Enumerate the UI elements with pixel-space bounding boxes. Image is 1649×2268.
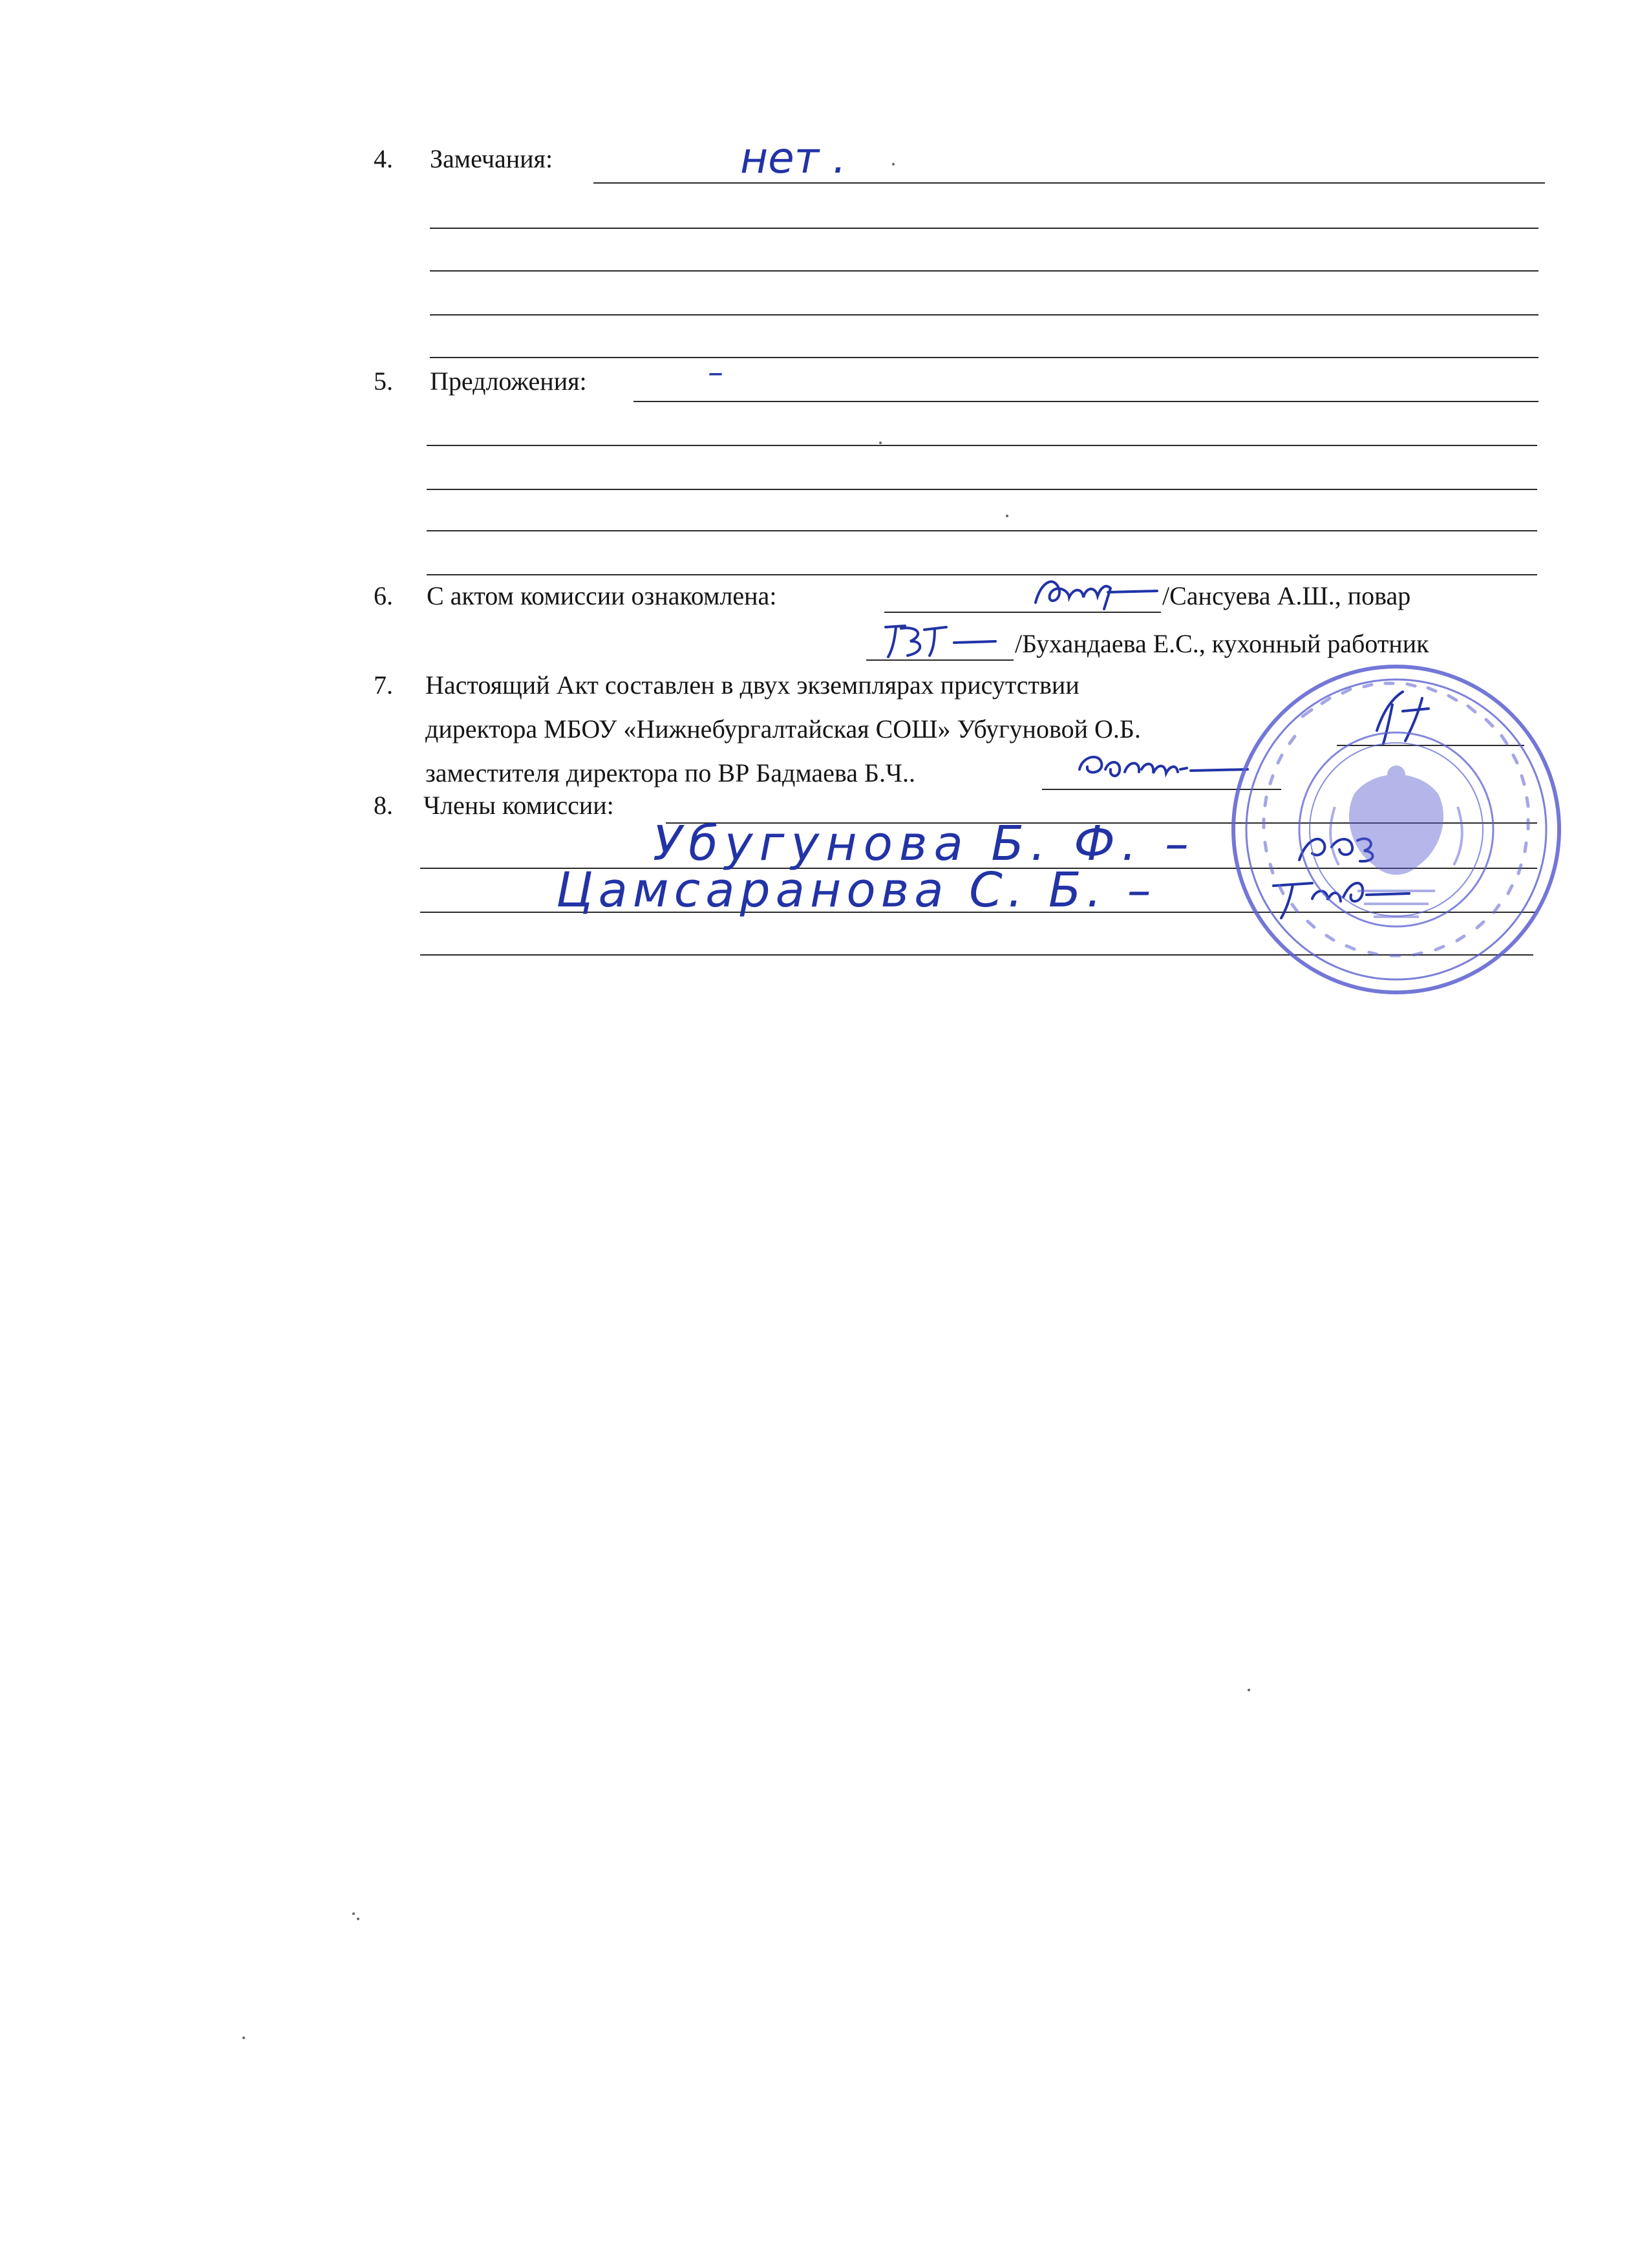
proposals-line: [633, 401, 1538, 402]
section-7-line-1: Настоящий Акт составлен в двух экземплярах присутствии: [425, 670, 1080, 700]
proposals-line: [427, 489, 1537, 490]
scan-speck: [357, 1918, 359, 1920]
section-4-number: 4.: [374, 144, 393, 173]
signature-bukhandaeva: [879, 614, 1021, 666]
scan-speck: [352, 1912, 355, 1915]
section-7-line-3: заместителя директора по ВР Бадмаева Б.Ч..: [425, 758, 916, 787]
signatory-2-name: /Бухандаева Е.С., кухонный работник: [1015, 629, 1429, 658]
remarks-line: [430, 357, 1538, 358]
section-8-number: 8.: [374, 791, 393, 820]
signatory-1-name: /Сансуева А.Ш., повар: [1162, 581, 1411, 610]
proposals-line: [427, 530, 1537, 531]
section-4-label: Замечания:: [430, 144, 553, 173]
remarks-line: [430, 270, 1538, 272]
member-1-handwritten: Убугунова Б. Ф. –: [653, 816, 1195, 872]
scan-speck: [242, 2037, 245, 2039]
remarks-line: [430, 314, 1538, 316]
section-6-number: 6.: [374, 581, 393, 610]
official-stamp: [1225, 658, 1568, 1001]
section-8-label: Члены комиссии:: [423, 791, 614, 820]
proposals-line: [427, 574, 1537, 575]
scan-speck: [1006, 515, 1008, 517]
section-5-number: 5.: [374, 367, 393, 396]
proposals-line: [427, 445, 1537, 446]
section-5-label: Предложения:: [430, 367, 587, 396]
proposals-handwritten: –: [708, 354, 723, 390]
remarks-line: [593, 182, 1545, 184]
scan-speck: [1248, 1689, 1250, 1691]
section-7-number: 7.: [374, 670, 393, 700]
signature-sansueva: [1028, 569, 1170, 614]
section-7-line-2: директора МБОУ «Нижнебургалтайская СОШ» Убугуновой О.Б.: [425, 714, 1141, 744]
member-2-handwritten: Цамсаранова С. Б. –: [556, 862, 1156, 918]
remarks-line: [430, 228, 1538, 229]
scan-speck: [892, 163, 895, 166]
scan-speck: [879, 442, 882, 444]
remarks-handwritten: нет .: [740, 133, 847, 183]
section-6-label: С актом комиссии ознакомлена:: [427, 581, 777, 610]
